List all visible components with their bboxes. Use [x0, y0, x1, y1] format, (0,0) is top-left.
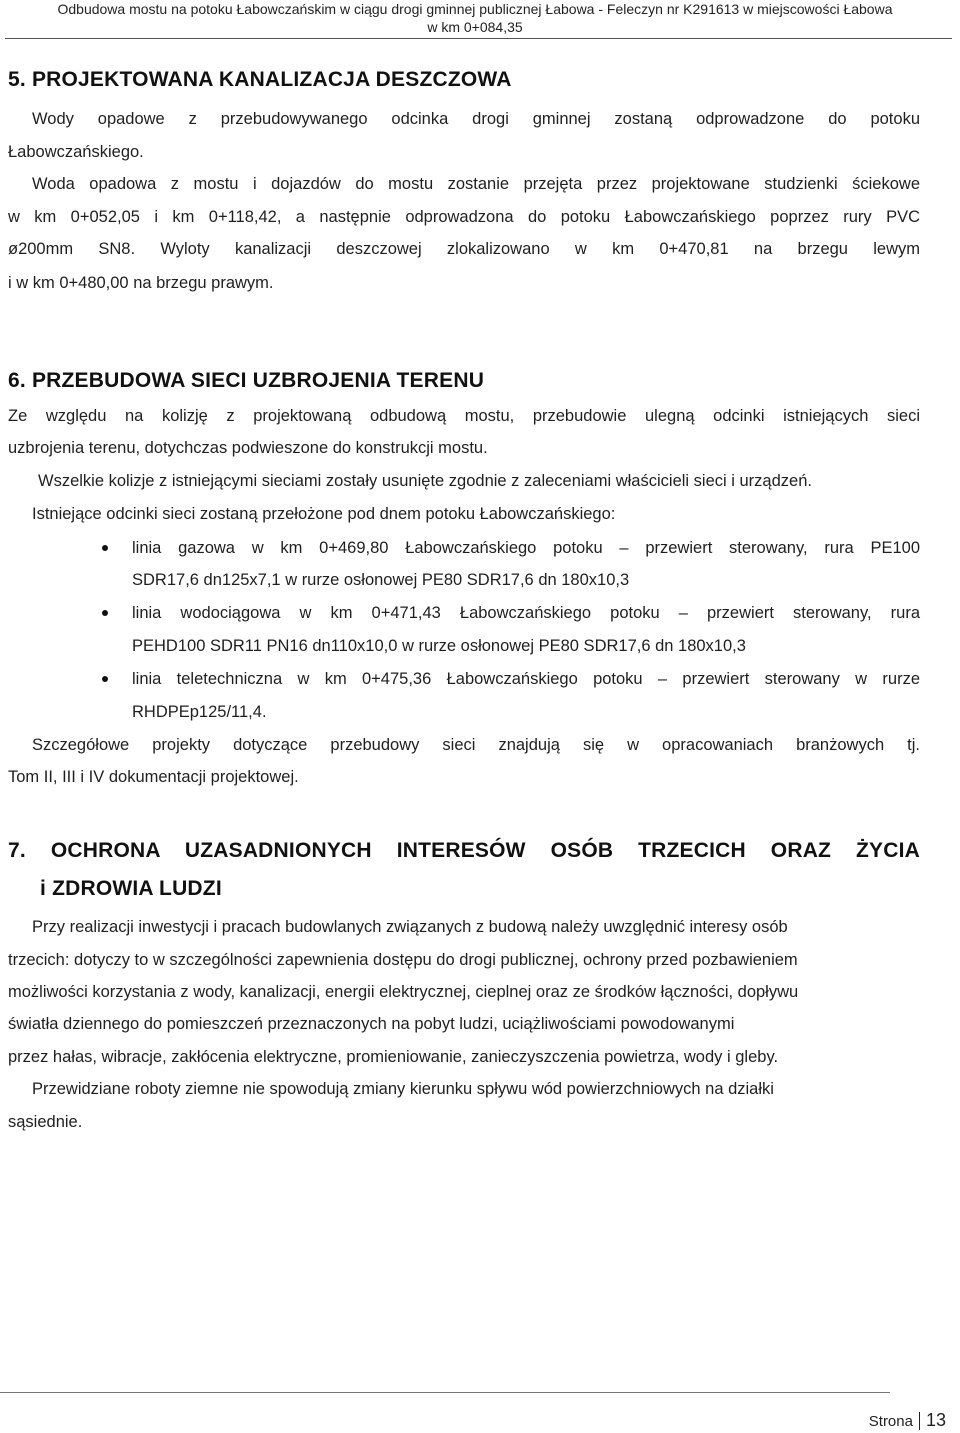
header-divider [5, 38, 952, 39]
footer-divider [0, 1392, 890, 1393]
section-7-heading-line-2: i ZDROWIA LUDZI [40, 877, 222, 900]
bullet-water-line-2: PEHD100 SDR11 PN16 dn110x10,0 w rurze osłonowej PE80 SDR17,6 dn 180x10,3 [132, 637, 746, 655]
section-6-paragraph-3: Istniejące odcinki sieci zostaną przełożone pod dnem potoku Łabowczańskiego: [32, 505, 616, 523]
running-header [0, 0, 950, 36]
section-5-paragraph-1-line-2: Łabowczańskiego. [8, 143, 144, 161]
bullet-water-line-1: linia wodociągowa w km 0+471,43 Łabowczańskiego potoku – przewiert sterowany, rura [132, 604, 920, 622]
page-footer [869, 1410, 946, 1431]
section-7-paragraph-1-line-1: Przy realizacji inwestycji i pracach budowlanych związanych z budową należy uwzględnić interesy osób [32, 918, 788, 936]
section-7-heading-line-1: 7. OCHRONA UZASADNIONYCH INTERESÓW OSÓB TRZECICH ORAZ ŻYCIA [8, 839, 920, 862]
section-6-heading: 6. PRZEBUDOWA SIECI UZBROJENIA TERENU [8, 369, 485, 392]
page-number: 13 [925, 1410, 946, 1430]
section-5-paragraph-1-line-1: Wody opadowe z przebudowywanego odcinka drogi gminnej zostaną odprowadzone do potoku [32, 110, 920, 128]
bullet-telecom-line-1: linia teletechniczna w km 0+475,36 Łabowczańskiego potoku – przewiert sterowany w rurze [132, 670, 920, 688]
page-label: Strona [868, 1413, 913, 1430]
header-subtitle: w km 0+084,35 [427, 19, 523, 35]
section-6-paragraph-1-line-2: uzbrojenia terenu, dotychczas podwieszone do konstrukcji mostu. [8, 439, 488, 457]
section-5-paragraph-2-line-4: i w km 0+480,00 na brzegu prawym. [8, 274, 274, 292]
bullet-gas-line-2: SDR17,6 dn125x7,1 w rurze osłonowej PE80 SDR17,6 dn 180x10,3 [132, 571, 630, 589]
section-6-paragraph-2: Wszelkie kolizje z istniejącymi sieciami zostały usunięte zgodnie z zaleceniami właścicieli sieci i urządzeń. [38, 472, 812, 490]
bullet-telecom-line-2: RHDPEp125/11,4. [132, 703, 267, 721]
section-7-paragraph-1-line-2: trzecich: dotyczy to w szczególności zapewnienia dostępu do drogi publicznej, ochrony przed pozbawieniem [8, 951, 798, 969]
header-title: Odbudowa mostu na potoku Łabowczańskim w ciągu drogi gminnej publicznej Łabowa - Feleczyn nr K291613 w miejscowości Łabowa [57, 1, 893, 17]
section-7-paragraph-1-line-5: przez hałas, wibracje, zakłócenia elektryczne, promieniowanie, zanieczyszczenia powietrza, wody i gleby. [8, 1048, 779, 1066]
section-6-paragraph-1-line-1: Ze względu na kolizję z projektowaną odbudową mostu, przebudowie ulegną odcinki istniejących sieci [8, 407, 920, 425]
section-5-heading: 5. PROJEKTOWANA KANALIZACJA DESZCZOWA [8, 68, 512, 91]
bullet-dot [102, 610, 108, 616]
bullet-gas-line-1: linia gazowa w km 0+469,80 Łabowczańskiego potoku – przewiert sterowany, rura PE100 [132, 539, 920, 557]
footer-separator [919, 1412, 920, 1430]
section-6-paragraph-4-line-2: Tom II, III i IV dokumentacji projektowej. [8, 768, 299, 786]
section-7-paragraph-2-line-1: Przewidziane roboty ziemne nie spowodują zmiany kierunku spływu wód powierzchniowych na działki [32, 1080, 774, 1098]
section-7-paragraph-2-line-2: sąsiednie. [8, 1113, 83, 1131]
section-5-paragraph-2-line-2: w km 0+052,05 i km 0+118,42, a następnie odprowadzona do potoku Łabowczańskiego poprzez rury PVC [8, 208, 920, 226]
section-7-paragraph-1-line-4: światła dziennego do pomieszczeń przeznaczonych na pobyt ludzi, uciążliwościami powodowanymi [8, 1015, 735, 1033]
section-7-paragraph-1-line-3: możliwości korzystania z wody, kanalizacji, energii elektrycznej, cieplnej oraz ze środków łączności, dopływu [8, 983, 799, 1001]
bullet-dot [102, 676, 108, 682]
section-5-paragraph-2-line-1: Woda opadowa z mostu i dojazdów do mostu zostanie przejęta przez projektowane studzienki ściekowe [32, 175, 920, 193]
section-5-paragraph-2-line-3: ø200mm SN8. Wyloty kanalizacji deszczowej zlokalizowano w km 0+470,81 na brzegu lewym [8, 240, 920, 258]
section-6-paragraph-4-line-1: Szczegółowe projekty dotyczące przebudowy sieci znajdują się w opracowaniach branżowych tj. [32, 736, 920, 754]
bullet-dot [102, 545, 108, 551]
